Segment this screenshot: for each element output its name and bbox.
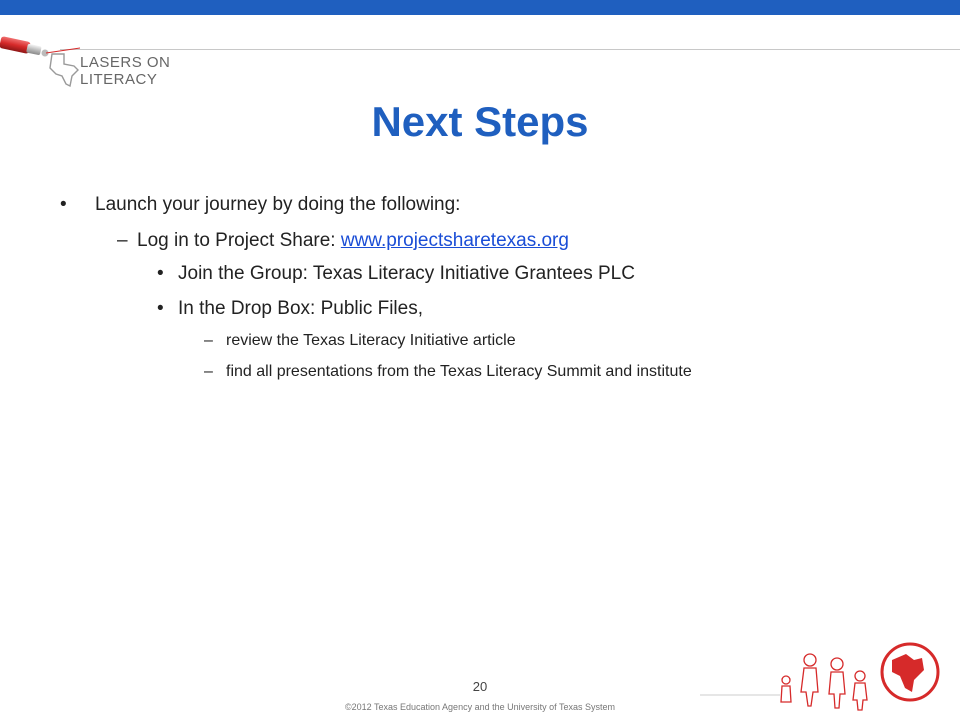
lasers-on-literacy-logo [0, 18, 240, 98]
bullet-marker: • [157, 263, 164, 284]
slide-title: Next Steps [371, 98, 589, 145]
copyright-notice: ©2012 Texas Education Agency and the University of Texas System [345, 702, 615, 712]
top-accent-bar [0, 0, 960, 15]
bullet-review-article: review the Texas Literacy Initiative article [226, 332, 516, 349]
dash-marker: – [117, 230, 128, 251]
dash-marker: – [204, 363, 213, 380]
bullet-marker: • [157, 298, 164, 319]
page-number: 20 [472, 679, 488, 694]
bullet-find-presentations: find all presentations from the Texas Literacy Summit and institute [226, 363, 692, 380]
bullet-drop-box: In the Drop Box: Public Files, [178, 298, 423, 319]
dash-marker: – [204, 332, 213, 349]
bullet-launch-journey: Launch your journey by doing the following: [95, 194, 461, 215]
bullet-marker: • [60, 194, 67, 215]
logo-text: LASERS ON LITERACY [80, 54, 171, 88]
login-text: Log in to Project Share: [137, 230, 341, 251]
project-share-link[interactable]: www.projectsharetexas.org [340, 230, 569, 251]
bullet-log-in [137, 230, 569, 252]
bullet-join-group: Join the Group: Texas Literacy Initiative Grantees PLC [178, 263, 635, 284]
